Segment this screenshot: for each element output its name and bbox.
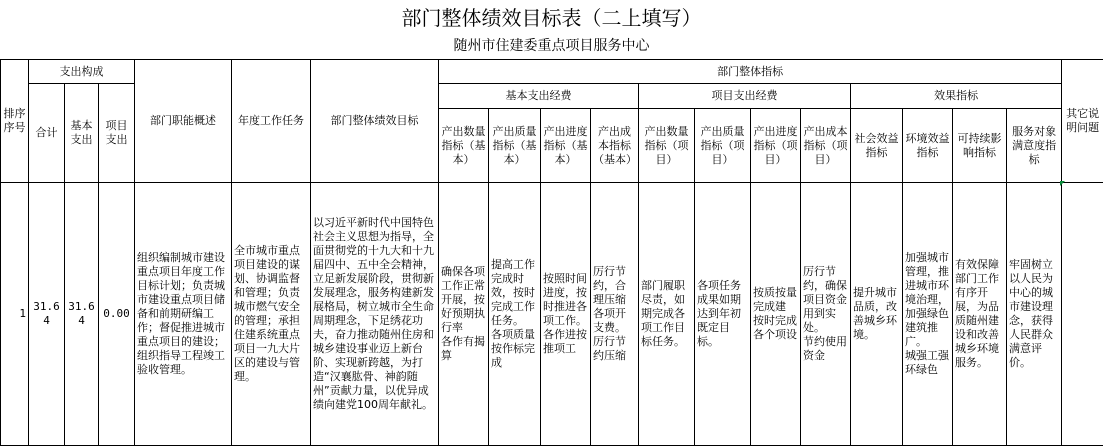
cell-b-prog-text: 按照时间进度，按时推进各项工作。 [543, 272, 588, 327]
header-e-env: 环境效益指标 [903, 109, 953, 183]
header-seq: 排序序号 [1, 60, 29, 183]
header-p-qual: 产出质量指标（项目） [695, 109, 751, 183]
cell-b-qty [439, 183, 489, 446]
cell-b-prog [541, 183, 591, 446]
cell-e-satisfy: 牢固树立以人民为中心的城市建设理念，获得人民群众满意评价。 [1007, 183, 1062, 446]
cell-p-cost-note: 节约使用资金 [803, 335, 848, 362]
cell-comment-marker-icon [1060, 181, 1065, 186]
cell-b-qty-note: 各作有揭算 [441, 335, 486, 362]
cell-p-prog-text: 按质按量完成建 [753, 286, 798, 313]
header-overall-goal: 部门整体绩效目标 [311, 60, 439, 183]
header-indicator-group: 部门整体指标 [439, 60, 1062, 84]
header-p-qty: 产出数量指标（项目） [639, 109, 695, 183]
header-budget-group: 支出构成 [29, 60, 135, 84]
cell-p-qty: 部门履职尽责，如期完成各项工作目标任务。 [639, 183, 695, 446]
cell-p-qual: 各项任务成果如期达到年初既定目标。 [695, 183, 751, 446]
cell-p-cost [801, 183, 851, 446]
header-project: 项目支出 [99, 84, 135, 183]
header-b-prog: 产出进度指标（基本） [541, 109, 591, 183]
page-subtitle: 随州市住建委重点项目服务中心 [453, 38, 650, 54]
header-b-cost: 产出成本指标（基本） [591, 109, 639, 183]
header-e-social: 社会效益指标 [851, 109, 903, 183]
header-annual-task: 年度工作任务 [232, 60, 311, 183]
cell-annual-task: 全市城市重点项目建设的谋划、协调监督和管理；负责城市燃气安全的管理；承担住建系统重点项目一九大片区的建设与管理。 [232, 183, 311, 446]
cell-b-qual-text: 提高工作完成时效，按时完成工作任务。 [491, 258, 536, 327]
header-basic-exp-group: 基本支出经费 [439, 84, 639, 109]
table-row [1, 183, 1103, 446]
cell-b-qty-text: 确保各项工作正常开展，按好预期执行率 [441, 265, 486, 334]
header-p-cost: 产出成本指标（项目） [801, 109, 851, 183]
header-project-exp-group: 项目支出经费 [639, 84, 851, 109]
header-other: 其它说明问题 [1062, 60, 1103, 183]
header-e-satisfy: 服务对象满意度指标 [1007, 109, 1062, 183]
header-b-qual: 产出质量指标（基本） [489, 109, 541, 183]
cell-b-prog-note: 各作进按推项工 [543, 328, 588, 355]
cell-p-prog [751, 183, 801, 446]
header-effect-group: 效果指标 [851, 84, 1062, 109]
header-basic: 基本支出 [65, 84, 99, 183]
cell-b-qual-note: 各项质量按作标完成 [491, 328, 536, 369]
cell-basic: 31.64 [65, 183, 99, 446]
header-function: 部门职能概述 [135, 60, 232, 183]
cell-overall-goal: 以习近平新时代中国特色社会主义思想为指导，全面贯彻党的十九大和十九届四中、五中全会精神，立足新发展阶段，贯彻新发展理念，服务构建新发展格局，树立城市全生命周期理念，下足绣花功夫，奋力推动随州住房和城乡建设事业迈上新台阶、实现新跨越，为打造“汉襄肱骨、神韵随州”贡献力量，以优异成绩向建党100周年献礼。 [311, 183, 439, 446]
cell-b-cost-note: 厉行节约压缩 [593, 335, 627, 362]
cell-other [1062, 183, 1103, 446]
cell-project: 0.00 [99, 183, 135, 446]
cell-e-sustain: 有效保障部门工作有序开展，为品质随州建设和改善城乡环境服务。 [953, 183, 1007, 446]
cell-e-env-text: 加强城市管理，推进城市环境治理，加强绿色建筑推广。 [905, 251, 950, 348]
cell-b-cost [591, 183, 639, 446]
performance-table [0, 59, 1103, 446]
cell-seq: 1 [1, 183, 29, 446]
header-p-prog: 产出进度指标（项目） [751, 109, 801, 183]
cell-e-social: 提升城市品质，改善城乡环境。 [851, 183, 903, 446]
cell-function: 组织编制城市建设重点项目年度工作目标计划；负责城市建设重点项目储备和前期研编工作；督促推进城市重点项目的建设；组织指导工程竣工验收管理。 [135, 183, 232, 446]
cell-e-env [903, 183, 953, 446]
cell-e-env-note: 城强工强环绿色 [905, 349, 950, 376]
page-title: 部门整体绩效目标表（二上填写） [401, 6, 702, 30]
cell-total: 31.64 [29, 183, 65, 446]
cell-p-prog-note: 按时完成各个项设 [753, 314, 798, 341]
header-e-sustain: 可持续影响指标 [953, 109, 1007, 183]
header-total: 合计 [29, 84, 65, 183]
header-b-qty: 产出数量指标（基本） [439, 109, 489, 183]
cell-b-qual [489, 183, 541, 446]
cell-p-cost-text: 厉行节约，确保项目资金用到实处。 [803, 265, 848, 334]
cell-b-cost-text: 厉行节约，合理压缩各项开支费。 [593, 265, 627, 334]
